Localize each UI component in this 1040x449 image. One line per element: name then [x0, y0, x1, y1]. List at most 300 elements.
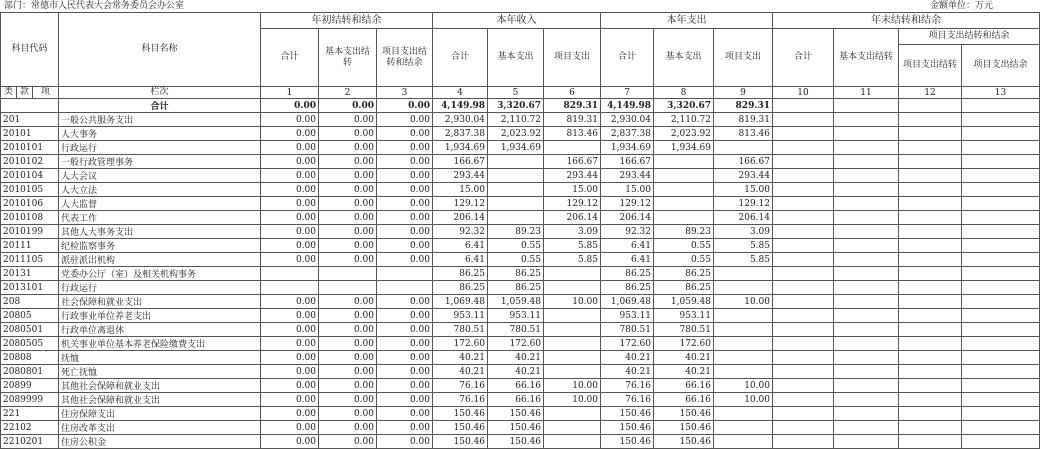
- table-row: [1, 393, 1040, 407]
- amount-cell: [773, 421, 834, 435]
- subject-code-cell: [1, 99, 59, 113]
- amount-cell: 92.32: [601, 225, 654, 239]
- amount-cell: 0.55: [488, 253, 544, 267]
- amount-cell: 0.00: [377, 421, 433, 435]
- amount-cell: 66.16: [654, 379, 714, 393]
- code-part-class: 类: [1, 87, 17, 99]
- amount-cell: [899, 183, 962, 197]
- amount-cell: [773, 155, 834, 169]
- code-part-item: 项: [33, 87, 59, 99]
- amount-cell: 819.31: [544, 113, 601, 127]
- amount-cell: [654, 183, 714, 197]
- amount-cell: 1,069.48: [433, 295, 488, 309]
- amount-cell: 86.25: [601, 281, 654, 295]
- amount-cell: 2,110.72: [654, 113, 714, 127]
- amount-cell: 76.16: [433, 393, 488, 407]
- amount-cell: [899, 253, 962, 267]
- amount-cell: [834, 435, 899, 449]
- amount-cell: [899, 281, 962, 295]
- amount-cell: 4,149.98: [601, 99, 654, 113]
- amount-cell: 1,059.48: [488, 295, 544, 309]
- amount-cell: 0.55: [654, 239, 714, 253]
- col-number: 6: [544, 87, 601, 99]
- amount-cell: 0.00: [377, 211, 433, 225]
- amount-cell: [773, 337, 834, 351]
- amount-cell: [714, 141, 773, 155]
- subject-code-cell: 2011105: [1, 253, 59, 267]
- amount-cell: [714, 407, 773, 421]
- column-number-row: [1, 87, 1040, 99]
- amount-cell: 0.00: [261, 183, 319, 197]
- amount-cell: [962, 309, 1040, 323]
- amount-cell: [488, 211, 544, 225]
- amount-cell: 2,930.04: [433, 113, 488, 127]
- subject-name-cell: 合计: [59, 99, 261, 113]
- amount-cell: 829.31: [714, 99, 773, 113]
- amount-cell: 2,023.92: [654, 127, 714, 141]
- table-row: [1, 253, 1040, 267]
- amount-cell: 953.11: [601, 309, 654, 323]
- amount-cell: [714, 435, 773, 449]
- amount-cell: 0.00: [319, 351, 377, 365]
- amount-cell: [654, 211, 714, 225]
- subject-name-cell: 行政事业单位养老支出: [59, 309, 261, 323]
- amount-cell: 2,023.92: [488, 127, 544, 141]
- amount-cell: [962, 253, 1040, 267]
- amount-cell: 0.00: [377, 435, 433, 449]
- amount-cell: 0.00: [319, 323, 377, 337]
- amount-cell: [899, 309, 962, 323]
- amount-cell: 0.00: [319, 421, 377, 435]
- amount-cell: [773, 267, 834, 281]
- amount-cell: 166.67: [714, 155, 773, 169]
- amount-cell: 0.00: [377, 351, 433, 365]
- table-row: [1, 421, 1040, 435]
- amount-cell: 66.16: [654, 393, 714, 407]
- amount-cell: 2,930.04: [601, 113, 654, 127]
- col-number: 4: [433, 87, 488, 99]
- amount-cell: [899, 225, 962, 239]
- table-row: [1, 323, 1040, 337]
- total-row: [1, 99, 1040, 113]
- amount-cell: [544, 141, 601, 155]
- amount-cell: 1,059.48: [654, 295, 714, 309]
- amount-cell: 150.46: [654, 435, 714, 449]
- amount-cell: 2,837.38: [433, 127, 488, 141]
- amount-cell: [544, 323, 601, 337]
- amount-cell: 6.41: [601, 239, 654, 253]
- amount-cell: 86.25: [654, 267, 714, 281]
- subject-name-cell: 行政运行: [59, 281, 261, 295]
- amount-cell: 0.00: [261, 99, 319, 113]
- amount-cell: [899, 127, 962, 141]
- amount-cell: 150.46: [488, 435, 544, 449]
- amount-cell: 0.00: [261, 127, 319, 141]
- amount-cell: 0.55: [654, 253, 714, 267]
- amount-cell: 166.67: [544, 155, 601, 169]
- amount-cell: [962, 295, 1040, 309]
- amount-cell: [834, 141, 899, 155]
- amount-cell: [714, 309, 773, 323]
- amount-unit-label: 金额单位：万元: [929, 1, 993, 11]
- amount-cell: [962, 281, 1040, 295]
- amount-cell: 0.00: [319, 379, 377, 393]
- amount-cell: 4,149.98: [433, 99, 488, 113]
- subject-name-cell: 纪检监察事务: [59, 239, 261, 253]
- amount-cell: [962, 435, 1040, 449]
- amount-cell: 953.11: [654, 309, 714, 323]
- table-row: [1, 365, 1040, 379]
- amount-cell: 0.00: [319, 183, 377, 197]
- amount-cell: 0.00: [319, 295, 377, 309]
- amount-cell: 0.00: [377, 169, 433, 183]
- amount-cell: 0.00: [261, 253, 319, 267]
- amount-cell: 0.00: [261, 141, 319, 155]
- amount-cell: [773, 253, 834, 267]
- amount-cell: [377, 267, 433, 281]
- end-project-carry-header: 项目支出结转: [899, 45, 962, 87]
- amount-cell: 66.16: [488, 393, 544, 407]
- subject-code-cell: 2210201: [1, 435, 59, 449]
- amount-cell: 206.14: [544, 211, 601, 225]
- subject-code-cell: 2089999: [1, 393, 59, 407]
- begin-project-header: 项目支出结转和结余: [377, 29, 433, 87]
- amount-cell: 0.00: [261, 225, 319, 239]
- amount-cell: [962, 239, 1040, 253]
- amount-cell: 0.00: [261, 211, 319, 225]
- amount-cell: 0.00: [261, 407, 319, 421]
- amount-cell: 89.23: [488, 225, 544, 239]
- amount-cell: 3.09: [714, 225, 773, 239]
- subject-code-cell: 20808: [1, 351, 59, 365]
- subject-name-cell: 其他社会保障和就业支出: [59, 379, 261, 393]
- amount-cell: 150.46: [433, 407, 488, 421]
- amount-cell: [488, 183, 544, 197]
- amount-cell: 3.09: [544, 225, 601, 239]
- amount-cell: 206.14: [714, 211, 773, 225]
- amount-cell: [962, 197, 1040, 211]
- amount-cell: [899, 113, 962, 127]
- amount-cell: [962, 379, 1040, 393]
- subject-name-cell: 人大监督: [59, 197, 261, 211]
- end-total-header: 合计: [773, 29, 834, 87]
- amount-cell: 780.51: [654, 323, 714, 337]
- amount-cell: 172.60: [488, 337, 544, 351]
- amount-cell: 150.46: [488, 407, 544, 421]
- col-number: 11: [834, 87, 899, 99]
- amount-cell: [773, 407, 834, 421]
- amount-cell: [773, 309, 834, 323]
- amount-cell: [962, 323, 1040, 337]
- amount-cell: [544, 421, 601, 435]
- subject-code-header: 科目代码: [1, 13, 59, 87]
- amount-cell: [899, 351, 962, 365]
- amount-cell: 150.46: [654, 407, 714, 421]
- table-row: [1, 169, 1040, 183]
- amount-cell: 6.41: [601, 253, 654, 267]
- amount-cell: 0.00: [319, 309, 377, 323]
- subject-name-cell: 人大立法: [59, 183, 261, 197]
- amount-cell: [488, 169, 544, 183]
- subject-code-cell: 208: [1, 295, 59, 309]
- table-row: [1, 183, 1040, 197]
- amount-cell: [962, 183, 1040, 197]
- subject-code-cell: 2010101: [1, 141, 59, 155]
- amount-cell: 206.14: [433, 211, 488, 225]
- amount-cell: 5.85: [714, 253, 773, 267]
- expense-total-header: 合计: [601, 29, 654, 87]
- amount-cell: 76.16: [601, 379, 654, 393]
- amount-cell: 15.00: [601, 183, 654, 197]
- amount-cell: [899, 435, 962, 449]
- amount-cell: 0.00: [319, 253, 377, 267]
- amount-cell: 0.55: [488, 239, 544, 253]
- subject-code-cell: 221: [1, 407, 59, 421]
- col-number: 10: [773, 87, 834, 99]
- amount-cell: [488, 155, 544, 169]
- amount-cell: 150.46: [433, 435, 488, 449]
- amount-cell: [714, 365, 773, 379]
- col-number: 2: [319, 87, 377, 99]
- amount-cell: [773, 393, 834, 407]
- subject-name-cell: 派驻派出机构: [59, 253, 261, 267]
- amount-cell: 129.12: [714, 197, 773, 211]
- amount-cell: 10.00: [714, 295, 773, 309]
- amount-cell: 129.12: [433, 197, 488, 211]
- subject-code-cell: 2010104: [1, 169, 59, 183]
- amount-cell: [962, 211, 1040, 225]
- amount-cell: 0.00: [261, 393, 319, 407]
- amount-cell: 0.00: [377, 379, 433, 393]
- amount-cell: [834, 393, 899, 407]
- amount-cell: [962, 365, 1040, 379]
- table-row: [1, 155, 1040, 169]
- amount-cell: 0.00: [377, 239, 433, 253]
- amount-cell: 0.00: [261, 365, 319, 379]
- income-project-header: 项目支出: [544, 29, 601, 87]
- amount-cell: 66.16: [488, 379, 544, 393]
- amount-cell: 780.51: [433, 323, 488, 337]
- amount-cell: [319, 267, 377, 281]
- subject-name-cell: 行政单位离退休: [59, 323, 261, 337]
- amount-cell: 0.00: [319, 99, 377, 113]
- amount-cell: [899, 239, 962, 253]
- amount-cell: [899, 323, 962, 337]
- subject-name-cell: 死亡抚恤: [59, 365, 261, 379]
- amount-cell: [714, 267, 773, 281]
- amount-cell: 0.00: [261, 197, 319, 211]
- amount-cell: [962, 351, 1040, 365]
- amount-cell: 40.21: [433, 365, 488, 379]
- expense-basic-header: 基本支出: [654, 29, 714, 87]
- table-row: [1, 281, 1040, 295]
- amount-cell: 86.25: [488, 281, 544, 295]
- amount-cell: 0.00: [261, 323, 319, 337]
- amount-cell: [544, 435, 601, 449]
- amount-cell: [544, 351, 601, 365]
- amount-cell: [962, 141, 1040, 155]
- amount-cell: 293.44: [544, 169, 601, 183]
- amount-cell: 10.00: [714, 393, 773, 407]
- amount-cell: 40.21: [601, 351, 654, 365]
- amount-cell: 0.00: [319, 113, 377, 127]
- subject-code-cell: 20805: [1, 309, 59, 323]
- amount-cell: 780.51: [488, 323, 544, 337]
- amount-cell: 0.00: [261, 239, 319, 253]
- subject-name-cell: 住房改革支出: [59, 421, 261, 435]
- amount-cell: [899, 197, 962, 211]
- amount-cell: 15.00: [433, 183, 488, 197]
- subject-code-cell: 2010102: [1, 155, 59, 169]
- amount-cell: [834, 309, 899, 323]
- subject-name-cell: 一般公共服务支出: [59, 113, 261, 127]
- amount-cell: [962, 421, 1040, 435]
- amount-cell: 813.46: [544, 127, 601, 141]
- amount-cell: 1,934.69: [601, 141, 654, 155]
- amount-cell: [899, 141, 962, 155]
- amount-cell: 86.25: [654, 281, 714, 295]
- amount-cell: 0.00: [377, 183, 433, 197]
- subject-code-cell: 20899: [1, 379, 59, 393]
- amount-cell: [714, 281, 773, 295]
- amount-cell: [834, 267, 899, 281]
- amount-cell: 0.00: [319, 197, 377, 211]
- amount-cell: 0.00: [319, 155, 377, 169]
- subject-code-cell: 2080801: [1, 365, 59, 379]
- col-number: 9: [714, 87, 773, 99]
- table-row: [1, 337, 1040, 351]
- expense-header: 本年支出: [601, 13, 773, 29]
- amount-cell: [899, 211, 962, 225]
- amount-cell: 0.00: [377, 337, 433, 351]
- amount-cell: 86.25: [433, 267, 488, 281]
- amount-cell: 150.46: [601, 435, 654, 449]
- amount-cell: [773, 211, 834, 225]
- amount-cell: 5.85: [714, 239, 773, 253]
- amount-cell: [773, 141, 834, 155]
- amount-cell: [962, 267, 1040, 281]
- amount-cell: 172.60: [601, 337, 654, 351]
- col-number: 5: [488, 87, 544, 99]
- subject-name-cell: 社会保障和就业支出: [59, 295, 261, 309]
- report-header: [0, 0, 999, 12]
- amount-cell: 0.00: [377, 141, 433, 155]
- amount-cell: [834, 197, 899, 211]
- amount-cell: [962, 393, 1040, 407]
- amount-cell: [773, 435, 834, 449]
- amount-cell: 40.21: [433, 351, 488, 365]
- begin-total-header: 合计: [261, 29, 319, 87]
- amount-cell: 0.00: [319, 337, 377, 351]
- amount-cell: [962, 113, 1040, 127]
- amount-cell: [654, 155, 714, 169]
- amount-cell: [834, 239, 899, 253]
- col-number: 1: [261, 87, 319, 99]
- table-row: [1, 127, 1040, 141]
- amount-cell: [899, 295, 962, 309]
- amount-cell: 0.00: [261, 435, 319, 449]
- amount-cell: [834, 337, 899, 351]
- code-part-section: 款: [17, 87, 33, 99]
- amount-cell: [834, 323, 899, 337]
- amount-cell: 0.00: [377, 253, 433, 267]
- amount-cell: [261, 281, 319, 295]
- subject-name-cell: 人大会议: [59, 169, 261, 183]
- amount-cell: [834, 421, 899, 435]
- amount-cell: 0.00: [377, 365, 433, 379]
- expense-project-header: 项目支出: [714, 29, 773, 87]
- amount-cell: 1,069.48: [601, 295, 654, 309]
- amount-cell: 0.00: [377, 225, 433, 239]
- subject-name-cell: 住房保障支出: [59, 407, 261, 421]
- amount-cell: 953.11: [433, 309, 488, 323]
- amount-cell: [834, 113, 899, 127]
- amount-cell: [834, 281, 899, 295]
- subject-name-cell: 行政运行: [59, 141, 261, 155]
- amount-cell: 293.44: [433, 169, 488, 183]
- table-row: [1, 267, 1040, 281]
- amount-cell: 0.00: [261, 169, 319, 183]
- subject-name-cell: 抚恤: [59, 351, 261, 365]
- amount-cell: 780.51: [601, 323, 654, 337]
- table-row: [1, 435, 1040, 449]
- subject-code-cell: 2010108: [1, 211, 59, 225]
- amount-cell: [773, 183, 834, 197]
- amount-cell: 3,320.67: [488, 99, 544, 113]
- amount-cell: [962, 99, 1040, 113]
- amount-cell: [834, 169, 899, 183]
- subject-code-cell: 20111: [1, 239, 59, 253]
- subject-code-cell: 22102: [1, 421, 59, 435]
- amount-cell: 0.00: [261, 113, 319, 127]
- amount-cell: [834, 379, 899, 393]
- amount-cell: 129.12: [601, 197, 654, 211]
- amount-cell: [899, 169, 962, 183]
- amount-cell: 0.00: [261, 337, 319, 351]
- amount-cell: 0.00: [319, 407, 377, 421]
- amount-cell: [773, 295, 834, 309]
- amount-cell: [899, 155, 962, 169]
- amount-cell: [488, 197, 544, 211]
- col-number: 12: [899, 87, 962, 99]
- amount-cell: 40.21: [654, 351, 714, 365]
- end-basic-header: 基本支出结转: [834, 29, 899, 87]
- amount-cell: [834, 407, 899, 421]
- amount-cell: 829.31: [544, 99, 601, 113]
- amount-cell: 0.00: [261, 155, 319, 169]
- amount-cell: 92.32: [433, 225, 488, 239]
- amount-cell: 2,837.38: [601, 127, 654, 141]
- amount-cell: [544, 309, 601, 323]
- amount-cell: [834, 253, 899, 267]
- amount-cell: [899, 393, 962, 407]
- amount-cell: 0.00: [261, 295, 319, 309]
- amount-cell: 1,934.69: [654, 141, 714, 155]
- amount-cell: 0.00: [319, 127, 377, 141]
- amount-cell: [377, 281, 433, 295]
- amount-cell: 293.44: [714, 169, 773, 183]
- table-row: [1, 113, 1040, 127]
- amount-cell: 0.00: [261, 421, 319, 435]
- table-row: [1, 379, 1040, 393]
- amount-cell: 86.25: [433, 281, 488, 295]
- amount-cell: [899, 421, 962, 435]
- amount-cell: 0.00: [377, 99, 433, 113]
- amount-cell: 5.85: [544, 239, 601, 253]
- amount-cell: 172.60: [654, 337, 714, 351]
- amount-cell: 293.44: [601, 169, 654, 183]
- amount-cell: [714, 421, 773, 435]
